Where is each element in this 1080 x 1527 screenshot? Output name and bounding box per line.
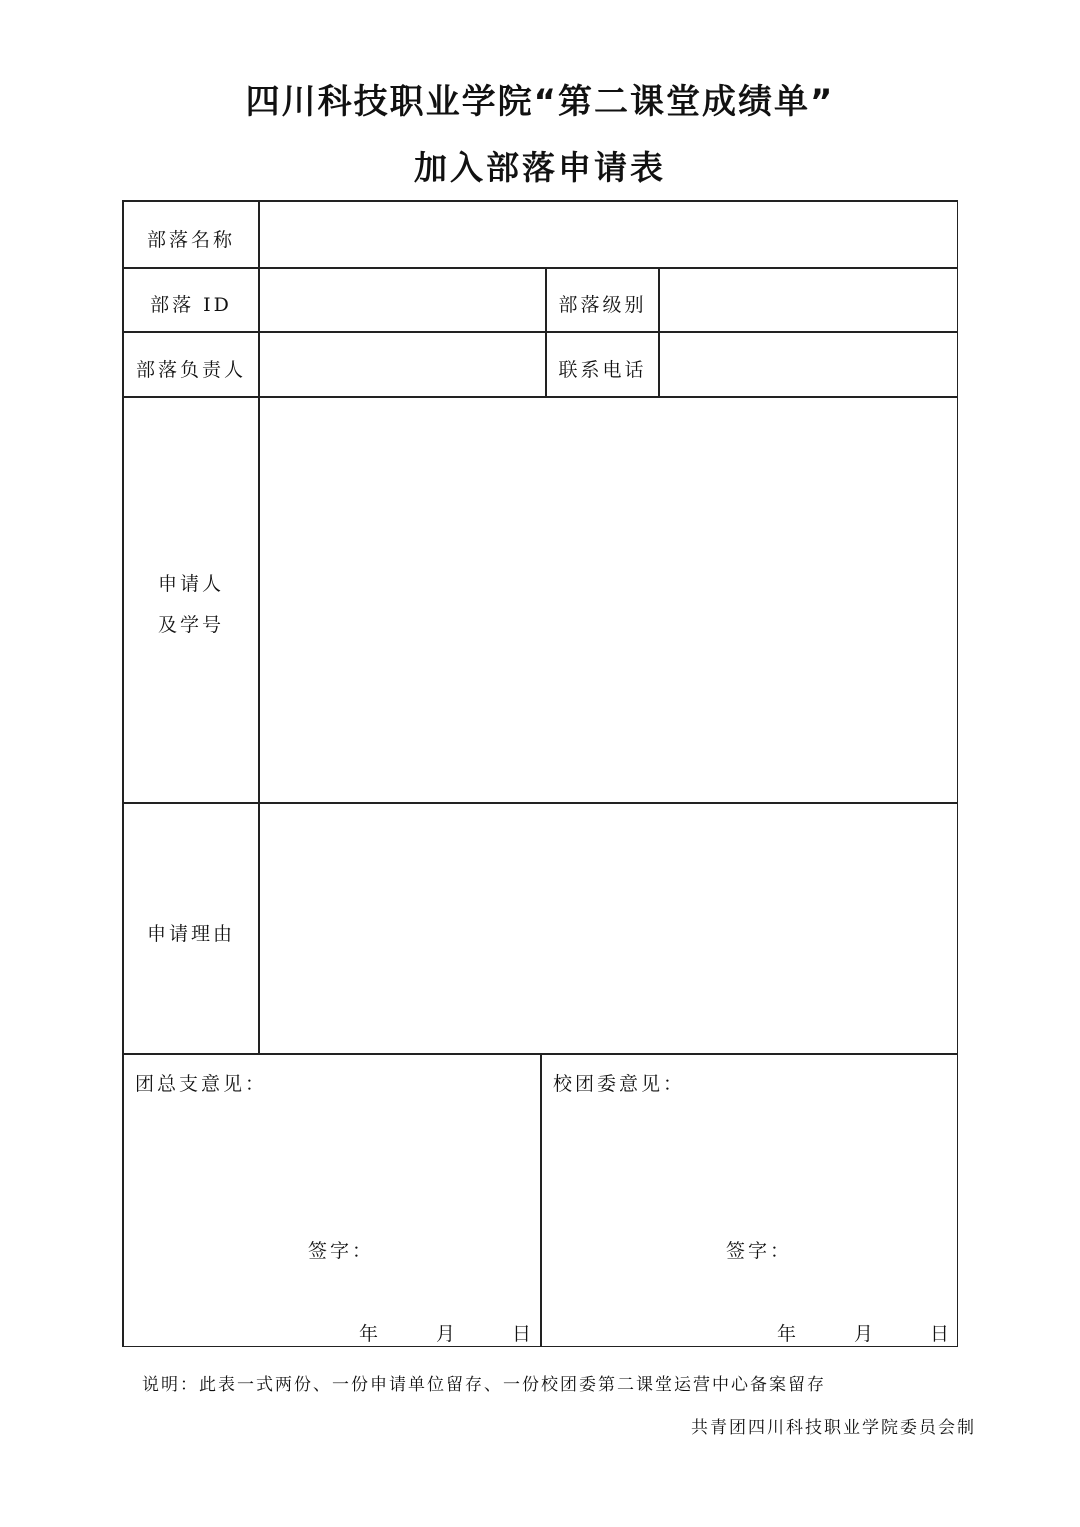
school-signature-label: 签字： (726, 1240, 793, 1262)
reason-label: 申请理由 (146, 922, 235, 945)
branch-date-year: 年 (359, 1323, 379, 1345)
footer-maker: 共青团四川科技职业学院委员会制 (691, 1418, 976, 1438)
branch-opinion-box[interactable] (123, 1054, 541, 1347)
school-opinion-label: 校团委意见： (553, 1073, 686, 1095)
footer-note: 说明：此表一式两份、一份申请单位留存、一份校团委第二课堂运营中心备案留存 (142, 1375, 826, 1395)
applicant-field[interactable] (259, 397, 958, 803)
document-title: 四川科技职业学院“第二课堂成绩单” (245, 82, 835, 122)
phone-label: 联系电话 (558, 358, 647, 381)
tribe-id-label: 部落 ID (150, 294, 232, 316)
school-date-month: 月 (854, 1323, 874, 1345)
tribe-leader-field[interactable] (259, 332, 546, 397)
application-form-table (122, 200, 958, 1347)
tribe-level-field[interactable] (659, 268, 958, 332)
tribe-name-field[interactable] (259, 201, 958, 268)
tribe-leader-label: 部落负责人 (135, 358, 246, 381)
branch-opinion-label: 团总支意见： (135, 1073, 268, 1095)
tribe-level-label: 部落级别 (558, 294, 647, 316)
branch-date-month: 月 (436, 1323, 456, 1345)
phone-field[interactable] (659, 332, 958, 397)
tribe-id-field[interactable] (259, 268, 546, 332)
applicant-label-line1: 申请人 (157, 573, 224, 595)
school-date-year: 年 (777, 1323, 797, 1345)
document-subtitle: 加入部落申请表 (414, 148, 666, 187)
reason-field[interactable] (259, 803, 958, 1054)
school-opinion-box[interactable] (541, 1054, 958, 1347)
branch-date-day: 日 (512, 1323, 532, 1345)
school-date-day: 日 (930, 1323, 950, 1345)
tribe-name-label: 部落名称 (146, 228, 235, 251)
applicant-label-line2: 及学号 (157, 614, 224, 636)
branch-signature-label: 签字： (308, 1240, 375, 1262)
